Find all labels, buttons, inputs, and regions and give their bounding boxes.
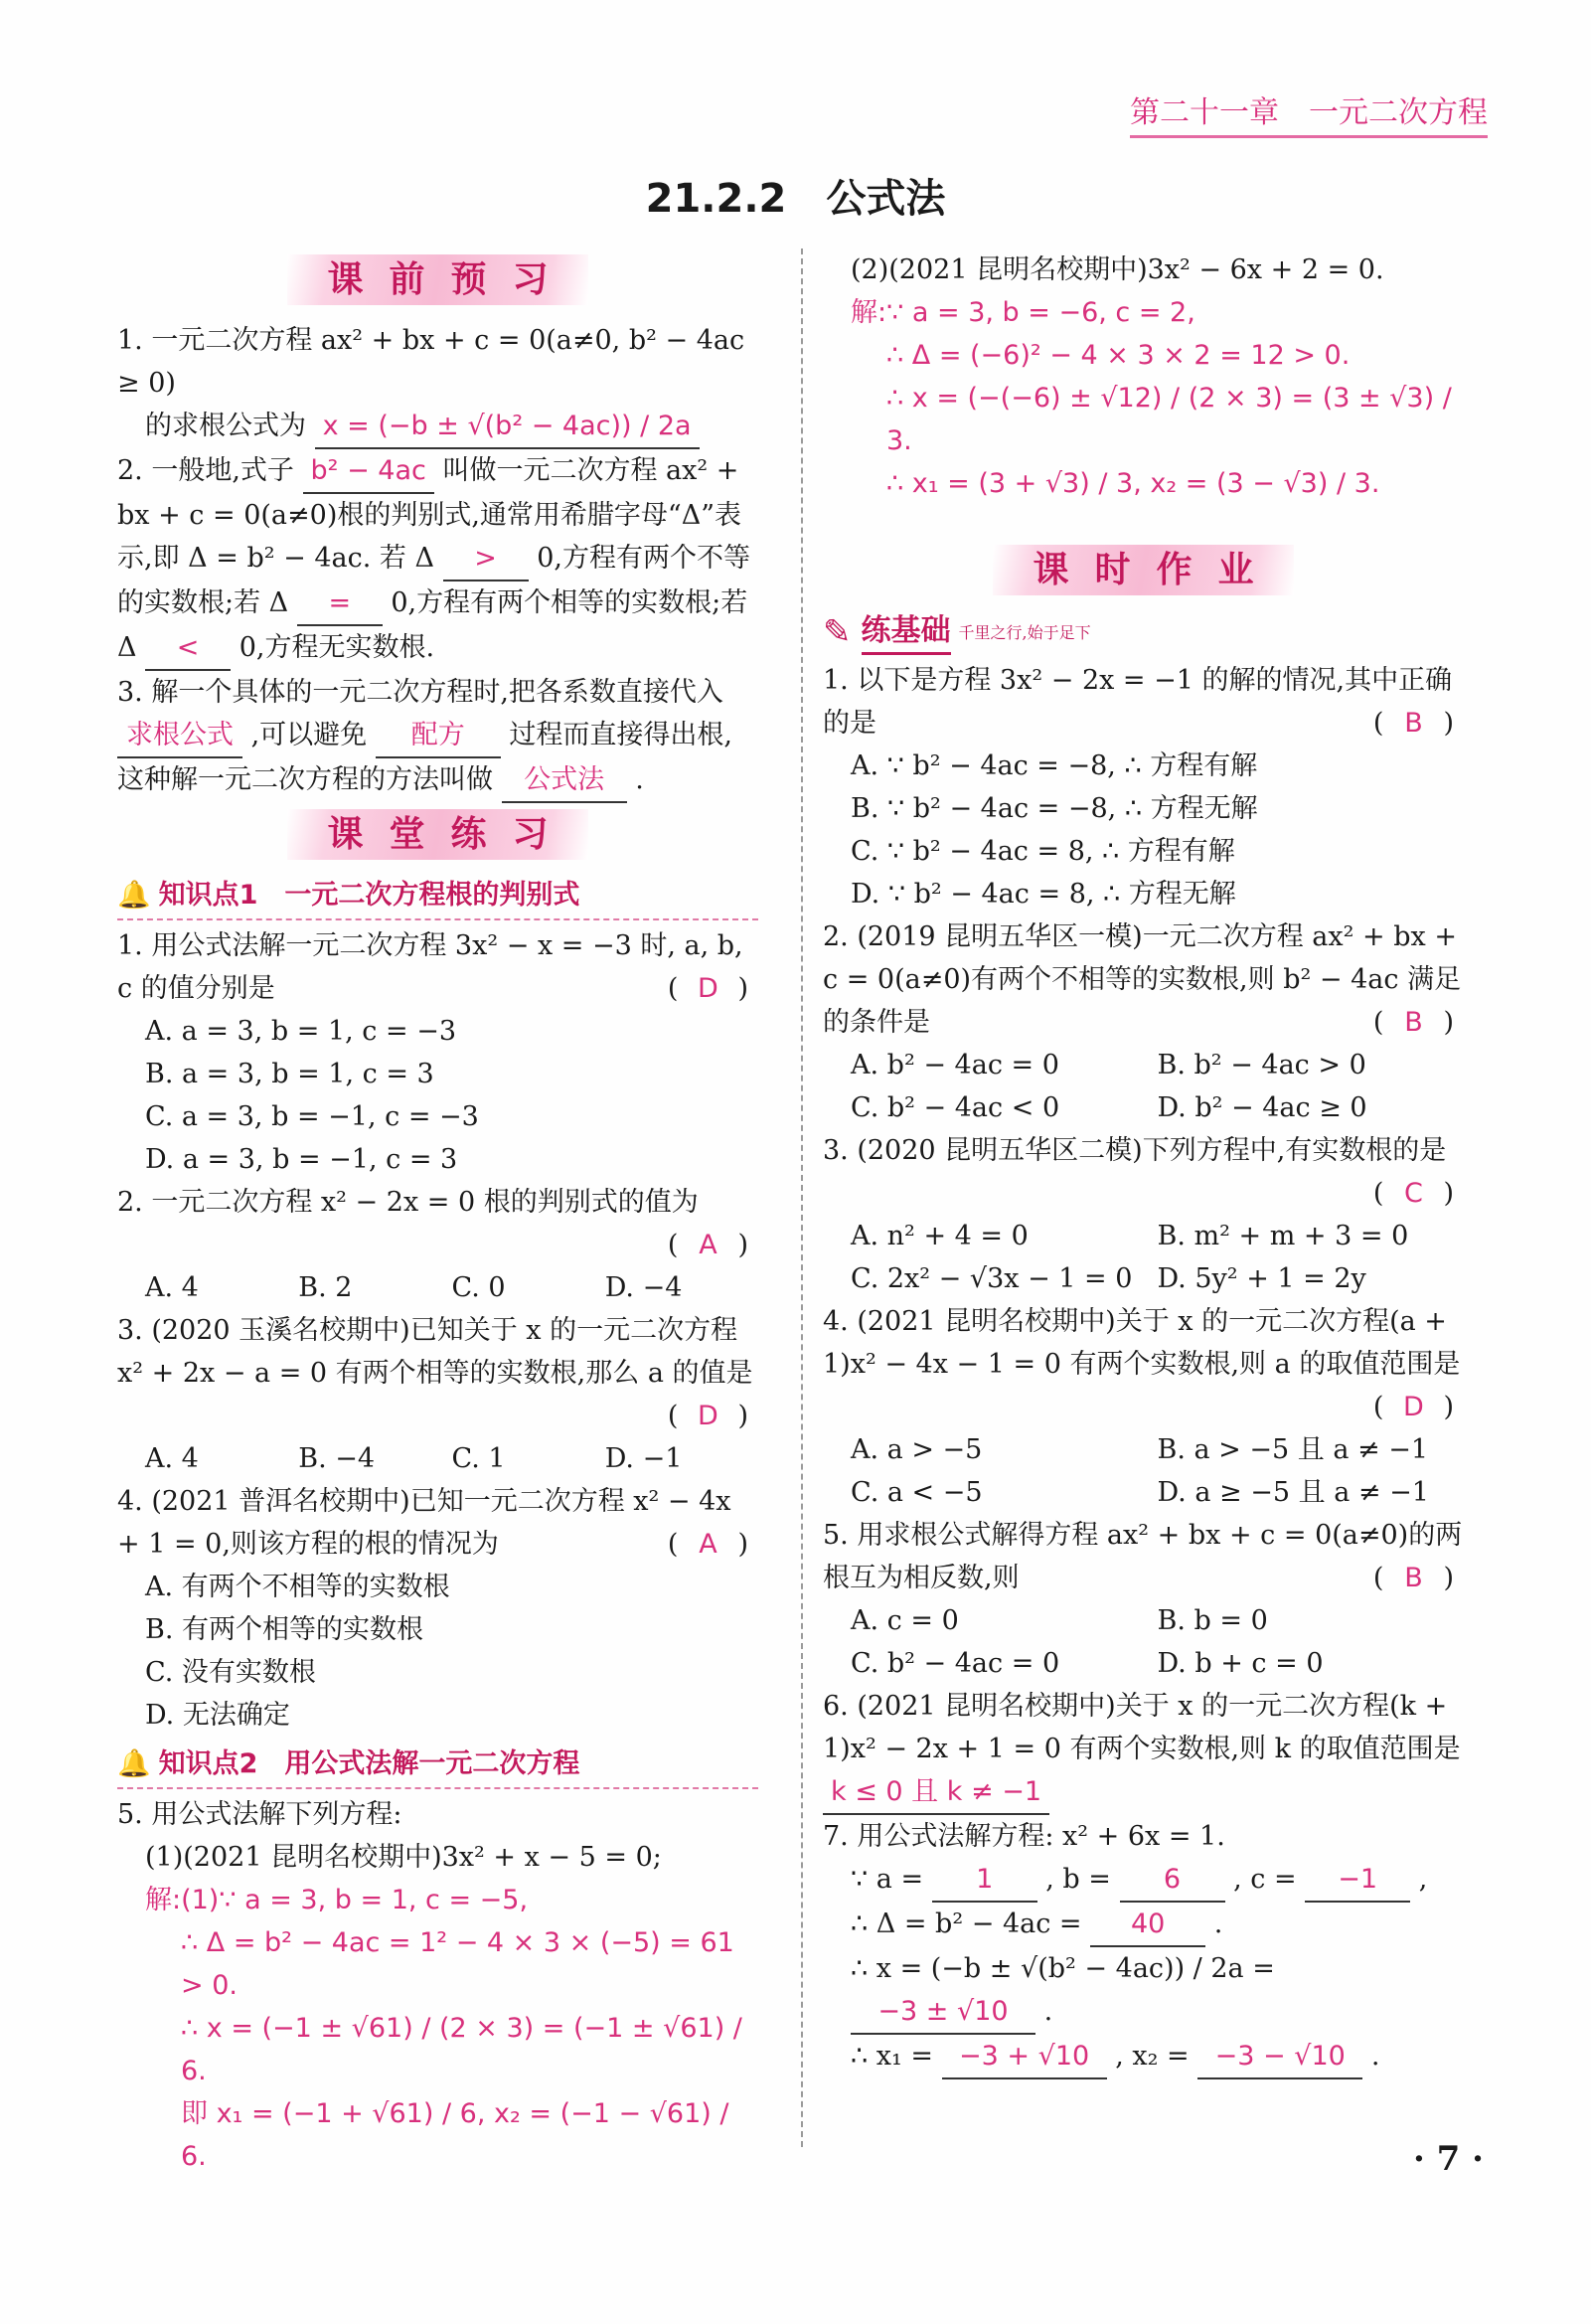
- page-number: · 7 ·: [1412, 2139, 1484, 2179]
- class-q4: 4. (2021 普洱名校期中)已知一元二次方程 x² − 4x + 1 = 0,则该方程的根的情况为 ( A ) A. 有两个不相等的实数根 B. 有两个相等的实数根 C. 没有实数根 D. 无法确定: [117, 1486, 748, 1731]
- homework-banner: 课时作业: [823, 545, 1464, 595]
- preview-banner: 课前预习: [117, 254, 758, 305]
- page-title: 21.2.2 公式法: [645, 176, 946, 222]
- preview-q1: 1. 一元二次方程 ax² + bx + c = 0(a≠0, b² − 4ac ≥ 0) 的求根公式为 x = (−b ± √(b² − 4ac)) / 2a: [117, 319, 758, 449]
- answer-blank: 40: [1090, 1903, 1205, 1947]
- answer-blank: >: [443, 537, 529, 581]
- answer-blank: x = (−b ± √(b² − 4ac)) / 2a: [315, 405, 700, 449]
- answer-blank: −3 − √10: [1197, 2035, 1362, 2079]
- hw-q1: 1. 以下是方程 3x² − 2x = −1 的解的情况,其中正确的是 ( B ) A. ∵ b² − 4ac = −8, ∴ 方程有解 B. ∵ b² − 4ac = −8, ∴ 方程无解 C. ∵ b² − 4ac = 8, ∴ 方程有解 D. ∵ b² − 4ac = 8, ∴ 方程无解: [823, 665, 1454, 910]
- answer-blank: 公式法: [502, 758, 627, 803]
- hw-q6: 6. (2021 昆明名校期中)关于 x 的一元二次方程(k + 1)x² − 2x + 1 = 0 有两个实数根,则 k 的取值范围是 k ≤ 0 且 k ≠ −1: [823, 1685, 1464, 1815]
- class-q2: 2. 一元二次方程 x² − 2x = 0 根的判别式的值为 ( A ) A. 4 B. 2 C. 0 D. −4: [117, 1187, 748, 1303]
- answer-blank: 1: [932, 1858, 1037, 1903]
- answer-blank: 6: [1120, 1858, 1225, 1903]
- right-column: [823, 249, 1464, 2079]
- hw-q5: 5. 用求根公式解得方程 ax² + bx + c = 0(a≠0)的两根互为相反数,则 ( B ) A. c = 0 B. b = 0 C. b² − 4ac = 0 D. b + c = 0: [823, 1520, 1463, 1679]
- class-q5-part2: (2)(2021 昆明名校期中)3x² − 6x + 2 = 0. 解:∵ a = 3, b = −6, c = 2, ∴ Δ = (−6)² − 4 × 3 × 2 = 12 > 0. ∴ x = (−(−6) ± √12) / (2 × 3) = (3 ± √3) / 3. ∴ x₁ = (3 + √3) / 3, x₂ = (3 − √3) / 3.: [851, 254, 1452, 499]
- answer-blank: b² − 4ac: [303, 449, 434, 494]
- bell-icon: 🔔: [117, 1748, 151, 1779]
- left-column: [117, 249, 758, 2178]
- preview-q3: 3. 解一个具体的一元二次方程时,把各系数直接代入 求根公式 ,可以避免 配方 过程而直接得出根,这种解一元二次方程的方法叫做 公式法 .: [117, 671, 758, 803]
- preview-q2: 2. 一般地,式子 b² − 4ac 叫做一元二次方程 ax² + bx + c = 0(a≠0)根的判别式,通常用希腊字母“Δ”表示,即 Δ = b² − 4ac. 若 Δ > 0,方程有两个不等的实数根;若 Δ = 0,方程有两个相等的实数根;若 Δ < 0,方程无实数根.: [117, 449, 758, 671]
- hw-q7: 7. 用公式法解方程: x² + 6x = 1. ∵ a = 1 , b = 6 , c = −1 , ∴ Δ = b² − 4ac = 40 . ∴ x = (−b ± √(b² − 4ac)) / 2a = −3 ± √10 . ∴ x₁ = −3 + √10 , x₂ = −3 − √10 .: [823, 1815, 1464, 2079]
- answer-blank: k ≤ 0 且 k ≠ −1: [823, 1770, 1049, 1815]
- hw-q2: 2. (2019 昆明五华区一模)一元二次方程 ax² + bx + c = 0(a≠0)有两个不相等的实数根,则 b² − 4ac 满足的条件是 ( B ) A. b² − 4ac = 0 B. b² − 4ac > 0 C. b² − 4ac < 0 D. b² − 4ac ≥ 0: [823, 921, 1462, 1123]
- column-divider: [801, 249, 803, 2147]
- knowledge-point-1: 🔔 知识点1 一元二次方程根的判别式: [117, 874, 758, 920]
- answer-blank: =: [297, 581, 383, 626]
- class-q5: 5. 用公式法解下列方程: (1)(2021 昆明名校期中)3x² + x − 5 = 0; 解:(1)∵ a = 3, b = 1, c = −5, ∴ Δ = b² − 4ac = 1² − 4 × 3 × (−5) = 61 > 0. ∴ x = (−1 ± √61) / (2 × 3) = (−1 ± √61) / 6. 即 x₁ = (−1 + √61) / 6, x₂ = (−1 − √61) / 6.: [117, 1799, 742, 2172]
- answer-blank: −3 ± √10: [851, 1990, 1035, 2035]
- class-q3: 3. (2020 玉溪名校期中)已知关于 x 的一元二次方程 x² + 2x − a = 0 有两个相等的实数根,那么 a 的值是 ( D ) A. 4 B. −4 C. 1 D. −1: [117, 1315, 753, 1474]
- answer-blank: −1: [1305, 1858, 1410, 1903]
- practice-header: ✎ 练基础 千里之行,始于足下: [823, 609, 1464, 655]
- knowledge-point-2: 🔔 知识点2 用公式法解一元二次方程: [117, 1743, 758, 1789]
- class-q1: 1. 用公式法解一元二次方程 3x² − x = −3 时, a, b, c 的值分别是 ( D ) A. a = 3, b = 1, c = −3 B. a = 3, b = 1, c = 3 C. a = 3, b = −1, c = −3 D. a = 3, b = −1, c = 3: [117, 930, 748, 1175]
- pencil-icon: ✎: [823, 611, 852, 652]
- answer-blank: <: [145, 626, 231, 671]
- bell-icon: 🔔: [117, 880, 151, 911]
- answer-blank: 配方: [376, 714, 501, 758]
- chapter-header: 第二十一章 一元二次方程: [1130, 87, 1488, 138]
- answer-blank: −3 + √10: [942, 2035, 1107, 2079]
- hw-q3: 3. (2020 昆明五华区二模)下列方程中,有实数根的是 ( C ) A. n² + 4 = 0 B. m² + m + 3 = 0 C. 2x² − √3x − 1 = 0 D. 5y² + 1 = 2y: [823, 1135, 1454, 1294]
- hw-q4: 4. (2021 昆明名校期中)关于 x 的一元二次方程(a + 1)x² − 4x − 1 = 0 有两个实数根,则 a 的取值范围是 ( D ) A. a > −5 B. a > −5 且 a ≠ −1 C. a < −5 D. a ≥ −5 且 a ≠ −1: [823, 1306, 1461, 1508]
- answer-blank: 求根公式: [117, 714, 242, 758]
- class-banner: 课堂练习: [117, 809, 758, 860]
